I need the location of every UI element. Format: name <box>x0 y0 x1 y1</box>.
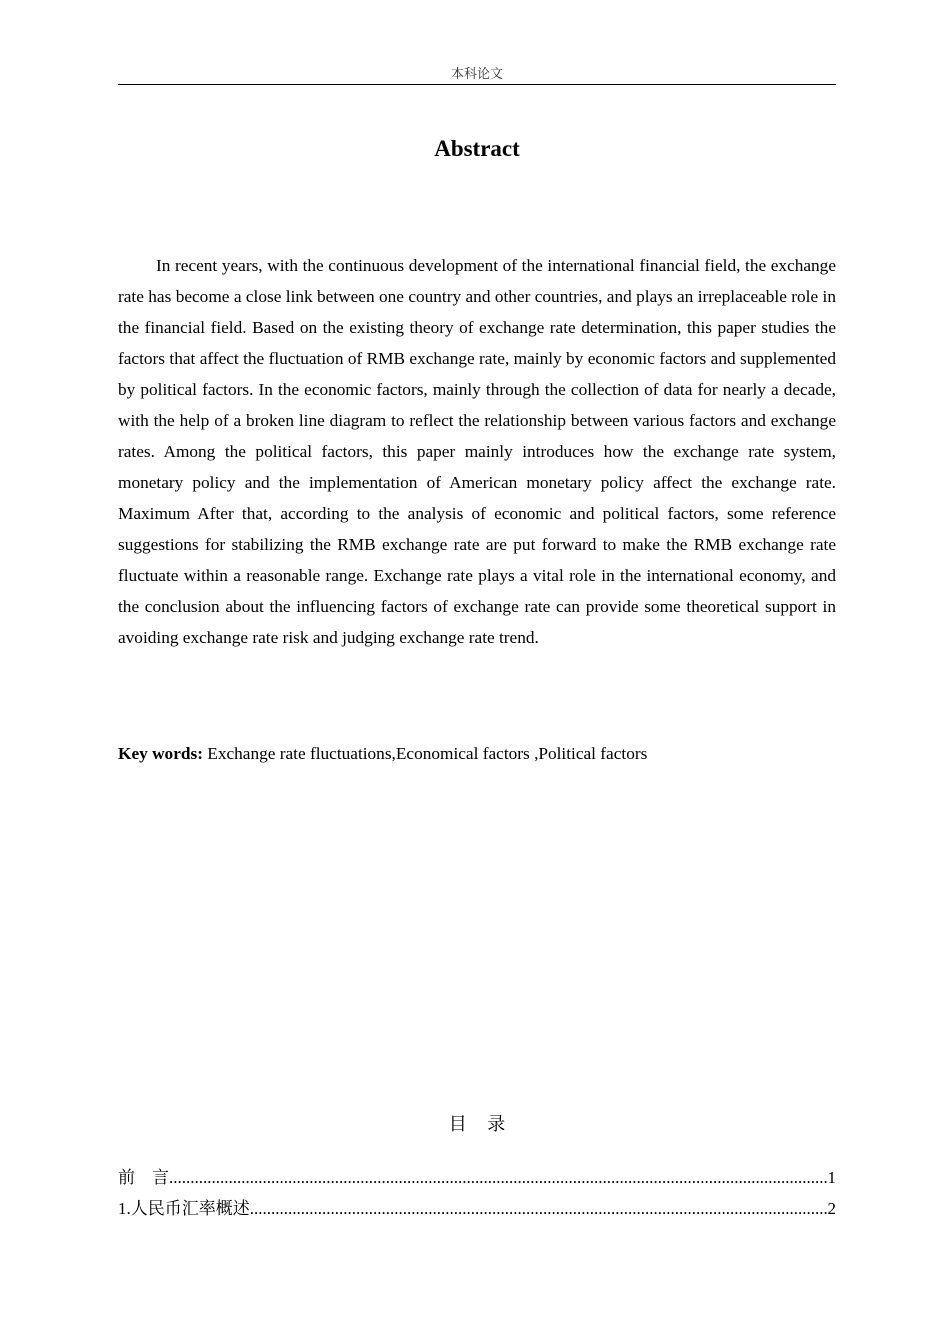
keywords-text: Exchange rate fluctuations,Economical factors ,Political factors <box>207 744 648 763</box>
keywords-label: Key words: <box>118 744 203 763</box>
abstract-body: In recent years, with the continuous development of the international financial field, the exchange rate has become a close link between one country and other countries, and plays an irreplaceable role in the financial field. Based on the existing theory of exchange rate determination, this paper studies the factors that affect the fluctuation of RMB exchange rate, mainly by economic factors and supplemented by political factors. In the economic factors, mainly through the collection of data for nearly a decade, with the help of a broken line diagram to reflect the relationship between various factors and exchange rates. Among the political factors, this paper mainly introduces how the exchange rate system, monetary policy and the implementation of American monetary policy affect the exchange rate. Maximum After that, according to the analysis of economic and political factors, some reference suggestions for stabilizing the RMB exchange rate are put forward to make the RMB exchange rate fluctuate within a reasonable range. Exchange rate plays a vital role in the international economy, and the conclusion about the influencing factors of exchange rate can provide some theoretical support in avoiding exchange rate risk and judging exchange rate trend. <box>118 256 836 647</box>
abstract-title: Abstract <box>434 136 520 161</box>
toc-entry-label: 1.人民币汇率概述 <box>118 1199 250 1218</box>
toc-entry-page: 1 <box>827 1168 836 1187</box>
page-header <box>118 66 836 85</box>
table-of-contents <box>118 1162 836 1224</box>
toc-entry-chapter-1[interactable] <box>118 1193 836 1224</box>
toc-entry-preface[interactable] <box>118 1162 836 1193</box>
toc-leader-dots <box>169 1162 828 1193</box>
header-text: 本科论文 <box>450 66 503 81</box>
toc-entry-label: 前 言 <box>118 1168 169 1187</box>
keywords-line <box>118 738 836 769</box>
toc-leader-dots <box>250 1193 828 1224</box>
toc-title: 目 录 <box>448 1114 506 1134</box>
toc-entry-page: 2 <box>827 1199 836 1218</box>
